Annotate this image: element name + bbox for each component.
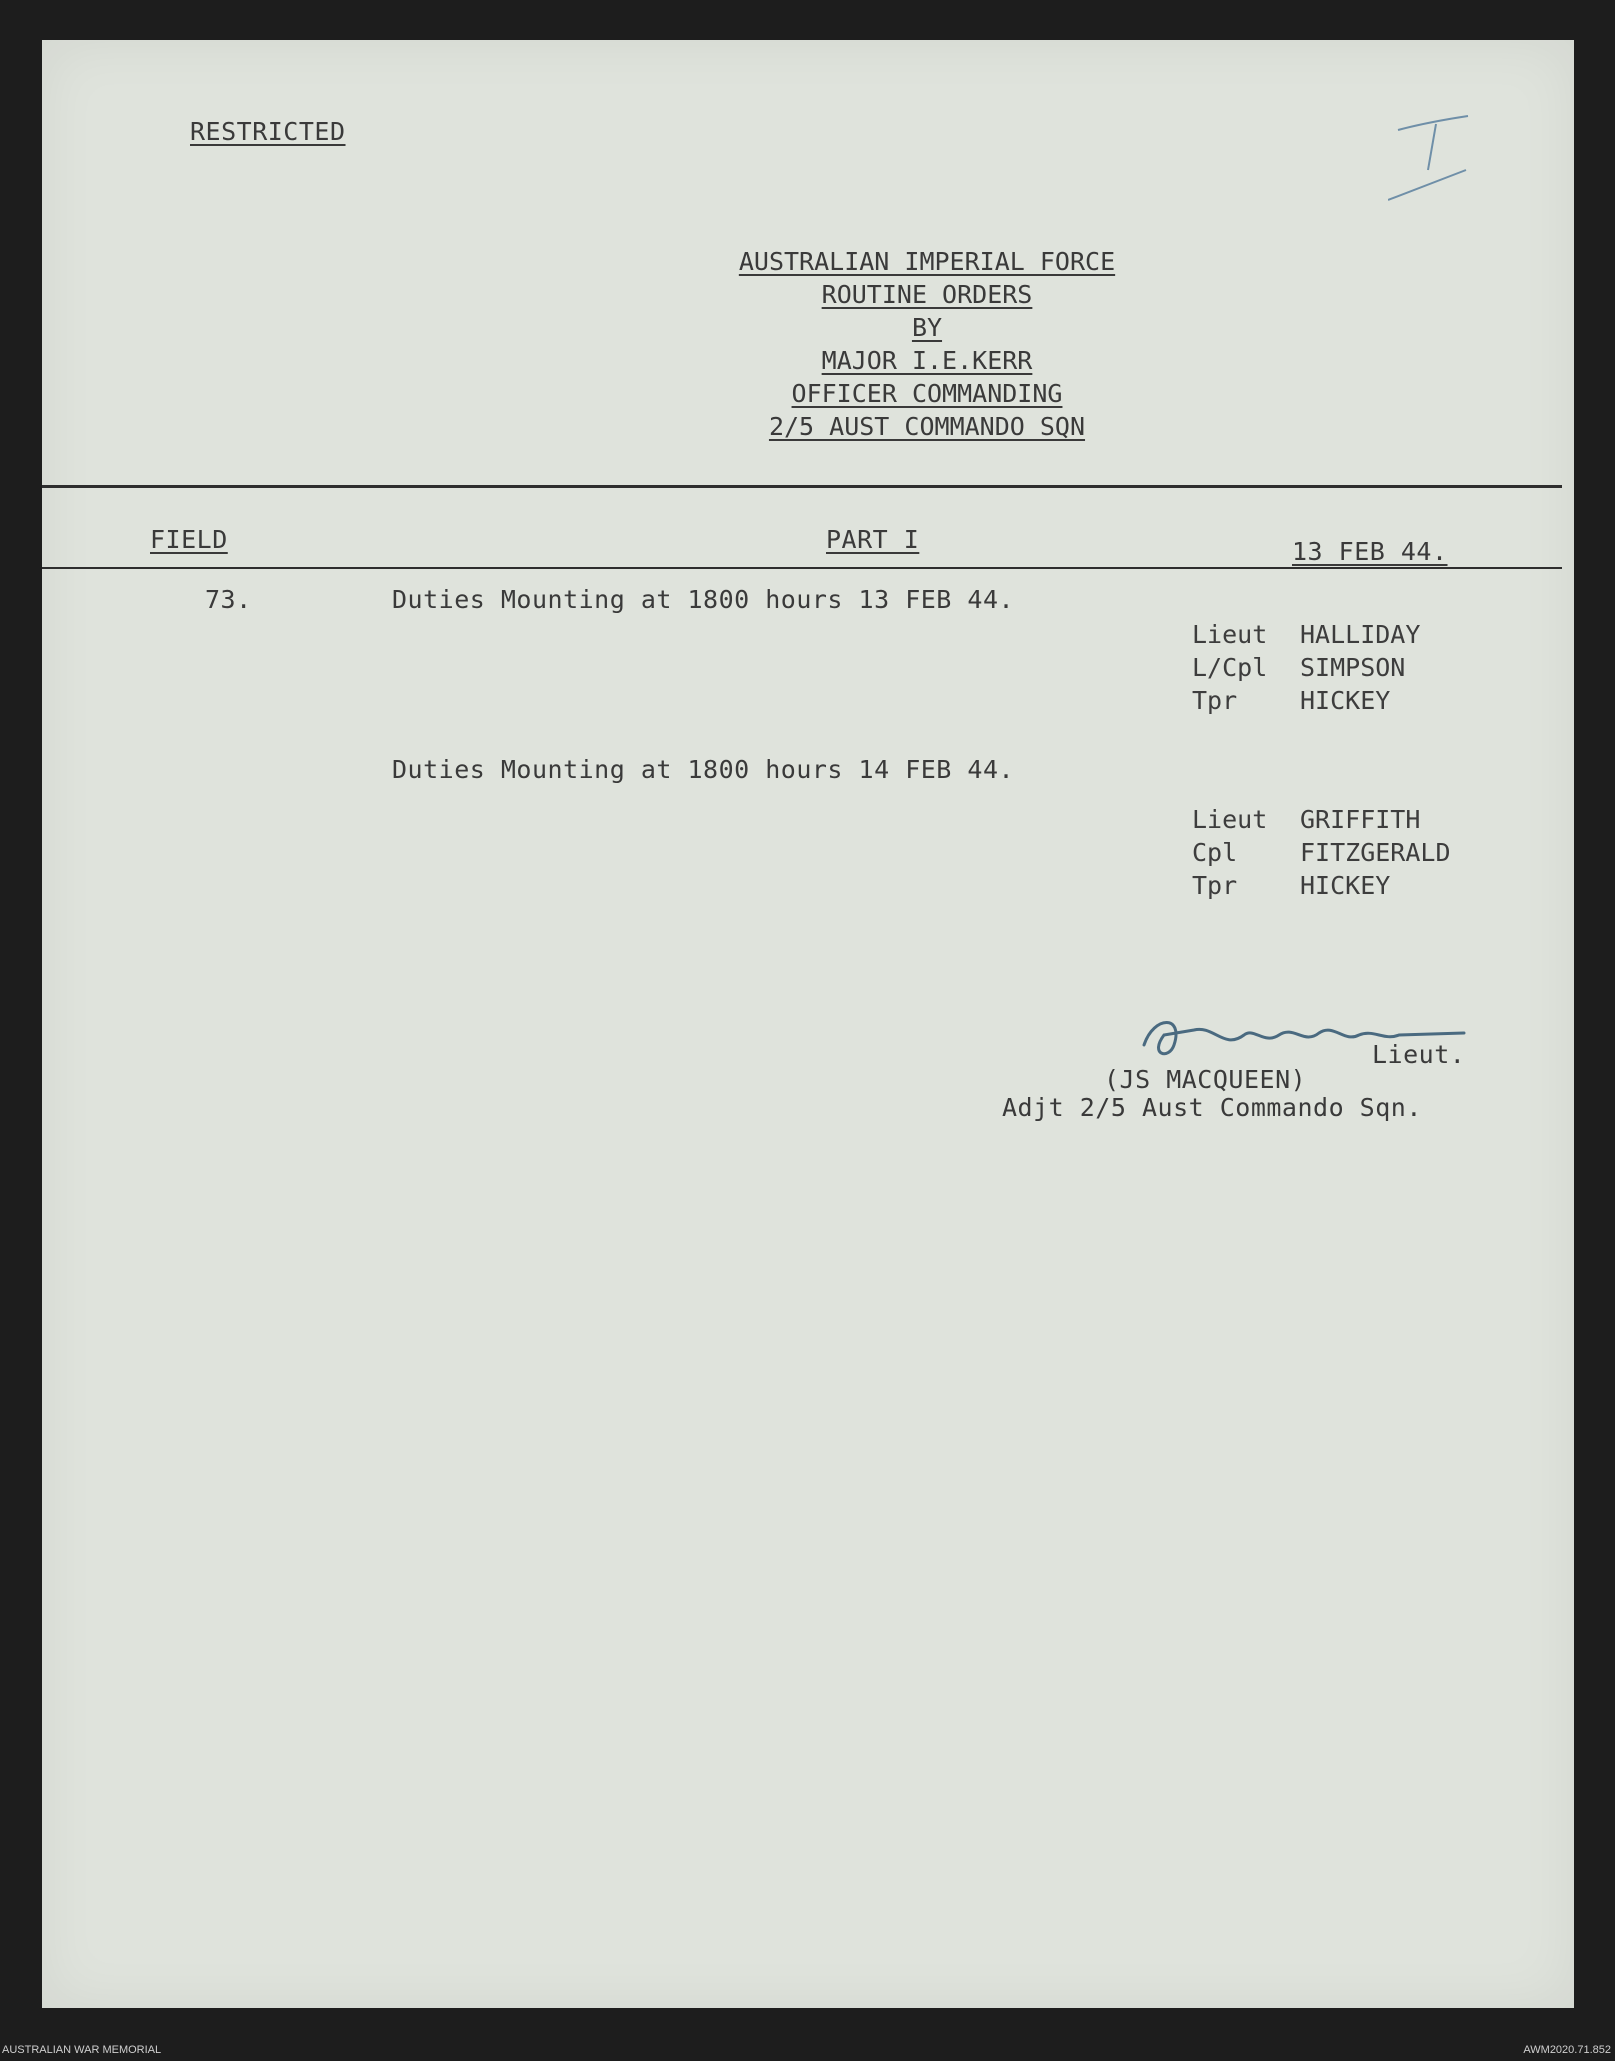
order-date: 13 FEB 44. — [1292, 537, 1448, 566]
duty-rank: Tpr — [1192, 686, 1238, 715]
duty-name: HICKEY — [1300, 871, 1391, 900]
signatory-rank: Lieut. — [1372, 1040, 1466, 1069]
duty-row — [42, 871, 1574, 905]
part-label: PART I — [826, 525, 920, 554]
archive-institution: AUSTRALIAN WAR MEMORIAL — [2, 2044, 162, 2056]
order-number: 73. — [205, 585, 252, 614]
heading-line-orders: ROUTINE ORDERS — [821, 280, 1033, 309]
duty-name: HICKEY — [1300, 686, 1391, 715]
duty-row — [42, 686, 1574, 720]
heading-rule-bottom — [42, 567, 1562, 569]
classification-label: RESTRICTED — [190, 117, 346, 146]
heading-line-force: AUSTRALIAN IMPERIAL FORCE — [738, 247, 1116, 276]
heading-line-commander: MAJOR I.E.KERR — [821, 346, 1033, 375]
duty-rank: Lieut — [1192, 805, 1268, 834]
signatory-name: (JS MACQUEEN) — [1104, 1065, 1307, 1094]
heading-line-unit: 2/5 AUST COMMANDO SQN — [768, 412, 1086, 441]
duty-name: GRIFFITH — [1300, 805, 1421, 834]
duty-rank: Tpr — [1192, 871, 1238, 900]
duty-rank: Cpl — [1192, 838, 1238, 867]
order-heading — [642, 245, 1212, 443]
duty-rank: Lieut — [1192, 620, 1268, 649]
document-page — [42, 40, 1574, 2008]
duty-row — [42, 805, 1574, 839]
heading-line-by: BY — [911, 313, 943, 342]
section-title: Duties Mounting at 1800 hours 13 FEB 44. — [392, 585, 1015, 614]
duty-name: SIMPSON — [1300, 653, 1406, 682]
duty-row — [42, 838, 1574, 872]
duty-row — [42, 620, 1574, 654]
heading-line-appointment: OFFICER COMMANDING — [791, 379, 1063, 408]
duty-row — [42, 653, 1574, 687]
location-label: FIELD — [150, 525, 228, 554]
signatory-appointment: Adjt 2/5 Aust Commando Sqn. — [1002, 1093, 1422, 1122]
duty-name: HALLIDAY — [1300, 620, 1421, 649]
archive-reference: AWM2020.71.852 — [1523, 2044, 1611, 2056]
heading-rule-top — [42, 485, 1562, 488]
section-title: Duties Mounting at 1800 hours 14 FEB 44. — [392, 755, 1015, 784]
duty-name: FITZGERALD — [1300, 838, 1451, 867]
duty-rank: L/Cpl — [1192, 653, 1268, 682]
pencil-annotation-mark — [1388, 110, 1478, 210]
